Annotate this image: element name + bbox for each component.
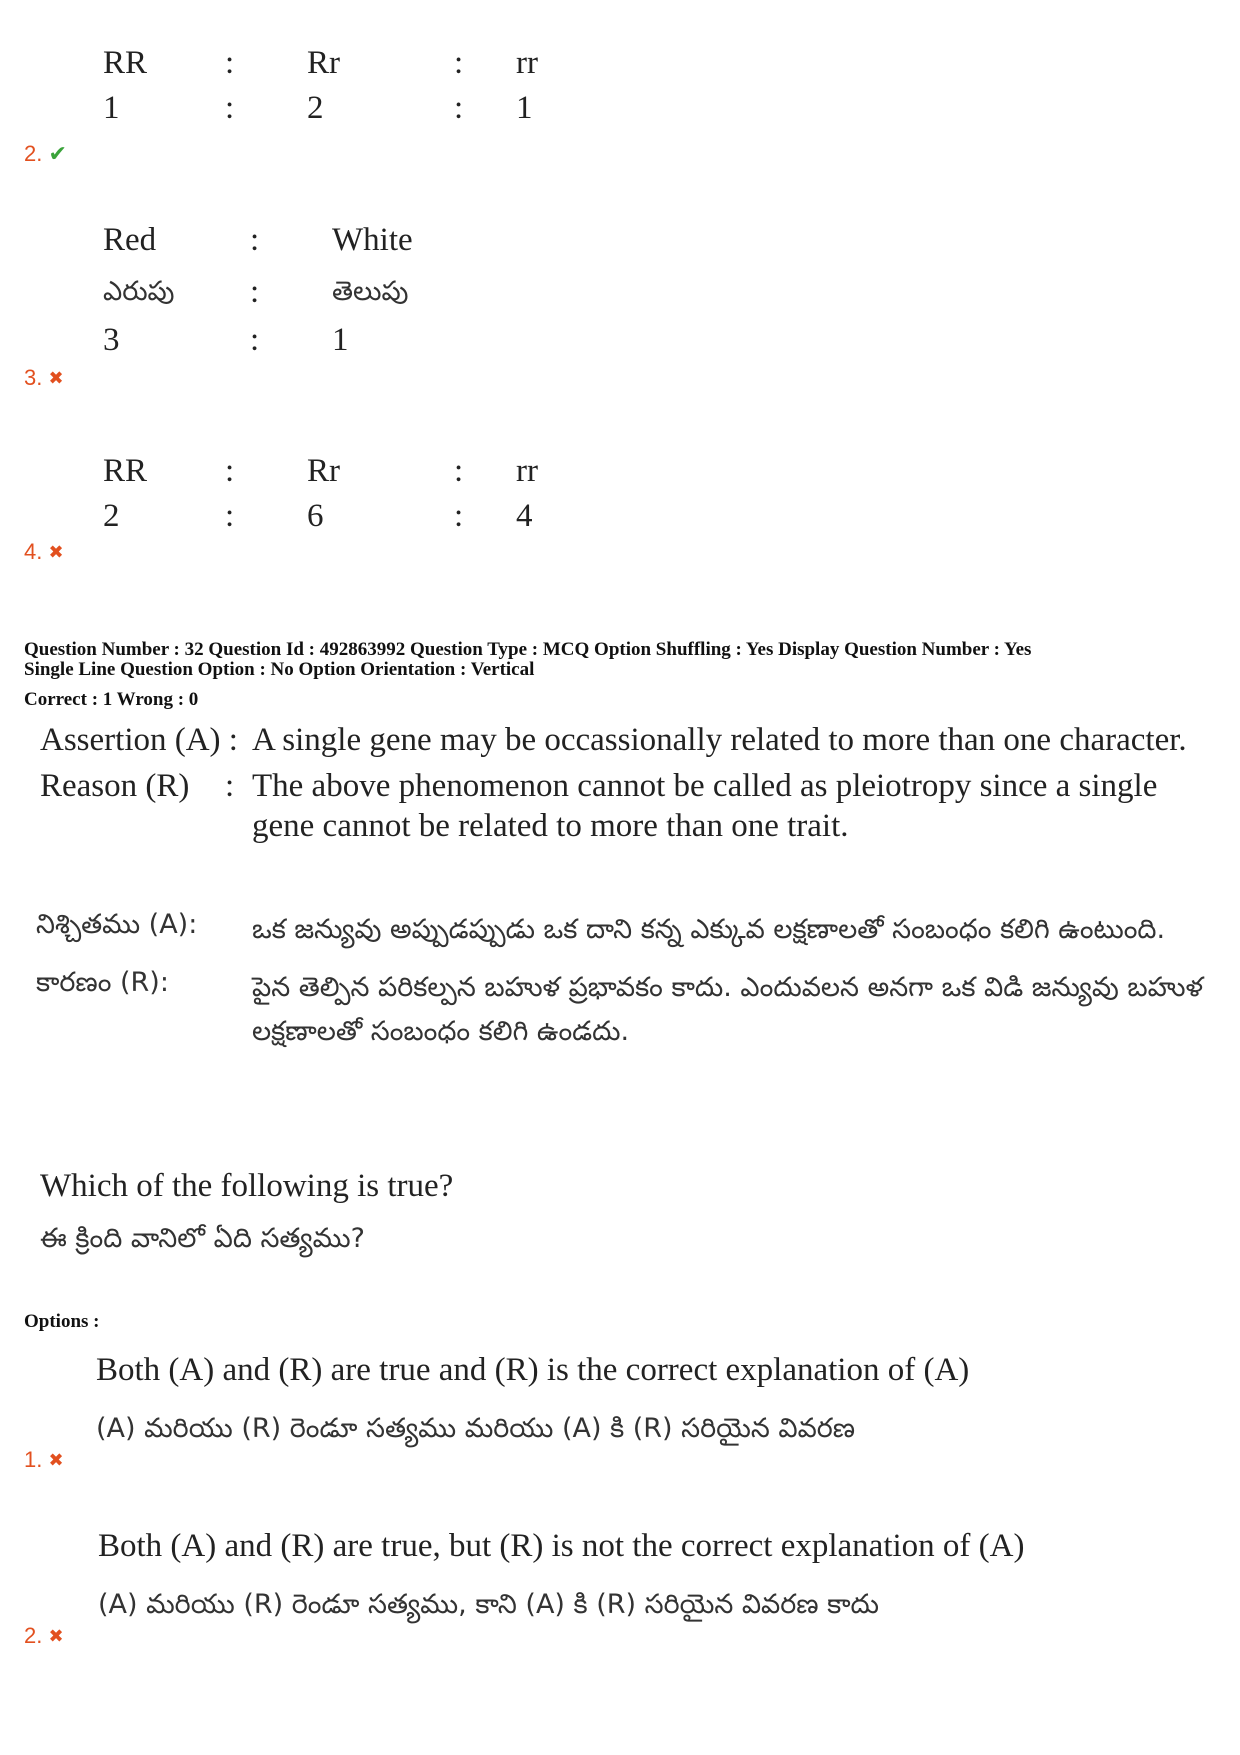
options-label: Options :	[24, 1311, 100, 1332]
reason-label-te: కారణం (R):	[36, 967, 169, 998]
option-number: 3.	[24, 365, 43, 390]
option-number: 4.	[24, 539, 43, 564]
cross-icon: ✖	[48, 1450, 64, 1470]
table-row	[102, 450, 539, 492]
reason-label-cell	[40, 766, 252, 846]
table-cell: rr	[516, 45, 538, 81]
question-prompt-te: ఈ క్రింది వానిలో ఏది సత్యము?	[40, 1223, 365, 1254]
question-meta-line-1: Question Number : 32 Question Id : 492863992 Question Type : MCQ Option Shuffling : Yes Display Question Number : Yes	[24, 639, 1032, 660]
reason-label: Reason (R)	[40, 768, 190, 804]
table-cell: :	[225, 498, 235, 534]
table-row	[102, 84, 539, 132]
option-number: 1.	[24, 1447, 43, 1472]
cross-icon: ✖	[48, 368, 64, 388]
table-cell: RR	[103, 453, 148, 489]
table-row	[102, 267, 414, 317]
assertion-text: A single gene may be occassionally related to more than one character.	[252, 722, 1187, 758]
prev-option-2-table	[102, 212, 414, 362]
table-cell: 1	[516, 90, 533, 126]
table-cell: White	[332, 221, 413, 258]
table-cell: 6	[307, 498, 324, 534]
option-marker	[24, 540, 64, 564]
table-cell: 1	[103, 90, 120, 126]
table-cell: :	[225, 45, 235, 81]
table-cell: 3	[103, 321, 120, 358]
table-cell: :	[225, 90, 235, 126]
table-cell: :	[250, 274, 260, 310]
reason-row-te	[36, 966, 1206, 1054]
table-cell: Rr	[307, 45, 340, 81]
prev-option-3-table	[102, 450, 539, 540]
option-2-te: (A) మరియు (R) రెండూ సత్యము, కాని (A) కి (R) సరియైన వివరణ కాదు	[98, 1589, 879, 1620]
table-row	[102, 212, 414, 267]
table-cell: 2	[307, 90, 324, 126]
assertion-row	[40, 720, 1200, 766]
table-cell: :	[454, 453, 464, 489]
assertion-reason-en	[40, 720, 1200, 846]
assertion-label-te: నిశ్చితము (A):	[36, 909, 198, 940]
table-cell: 2	[103, 498, 120, 534]
table-cell: 4	[516, 498, 533, 534]
table-cell: Red	[103, 221, 157, 258]
prev-option-1-table	[102, 42, 539, 132]
table-row	[102, 317, 414, 362]
reason-row	[40, 766, 1200, 846]
option-1-en: Both (A) and (R) are true and (R) is the correct explanation of (A)	[96, 1352, 970, 1388]
table-cell: :	[225, 453, 235, 489]
reason-text: The above phenomenon cannot be called as pleiotropy since a single gene cannot be related to more than one trait.	[252, 768, 1158, 844]
option-marker	[24, 1448, 64, 1472]
cross-icon: ✖	[48, 1626, 64, 1646]
cross-icon: ✖	[48, 542, 64, 562]
reason-colon: :	[225, 768, 235, 804]
assertion-label: Assertion (A) :	[40, 722, 238, 758]
option-2-en: Both (A) and (R) are true, but (R) is not the correct explanation of (A)	[98, 1528, 1025, 1564]
option-marker	[24, 366, 64, 390]
option-number: 2.	[24, 1623, 43, 1648]
question-meta	[24, 640, 1224, 680]
table-row	[102, 42, 539, 84]
table-cell: :	[250, 321, 260, 358]
table-cell: తెలుపు	[332, 276, 409, 307]
table-cell: ఎరుపు	[103, 276, 175, 307]
table-cell: :	[454, 90, 464, 126]
option-number: 2.	[24, 141, 43, 166]
option-marker	[24, 142, 67, 166]
reason-text-te: పైన తెల్పిన పరికల్పన బహుళ ప్రభావకం కాదు. ఎందువలన అనగా ఒక విడి జన్యువు బహుళ లక్షణాలతో సంబంధం కలిగి ఉండదు.	[252, 972, 1203, 1047]
option-1-te: (A) మరియు (R) రెండూ సత్యము మరియు (A) కి (R) సరియైన వివరణ	[96, 1413, 856, 1444]
table-cell: rr	[516, 453, 538, 489]
check-icon: ✔	[48, 141, 67, 166]
table-cell: :	[454, 498, 464, 534]
assertion-text-te: ఒక జన్యువు అప్పుడప్పుడు ఒక దాని కన్న ఎక్కువ లక్షణాలతో సంబంధం కలిగి ఉంటుంది.	[252, 914, 1166, 945]
table-cell: 1	[332, 321, 349, 358]
assertion-row-te	[36, 908, 1206, 966]
question-prompt-en: Which of the following is true?	[40, 1168, 454, 1204]
table-row	[102, 492, 539, 540]
table-cell: :	[454, 45, 464, 81]
table-cell: RR	[103, 45, 148, 81]
table-cell: :	[250, 221, 260, 258]
question-marks: Correct : 1 Wrong : 0	[24, 689, 199, 710]
option-marker	[24, 1624, 64, 1648]
question-meta-line-2: Single Line Question Option : No Option Orientation : Vertical	[24, 659, 535, 680]
assertion-reason-te	[36, 908, 1206, 1054]
table-cell: Rr	[307, 453, 340, 489]
